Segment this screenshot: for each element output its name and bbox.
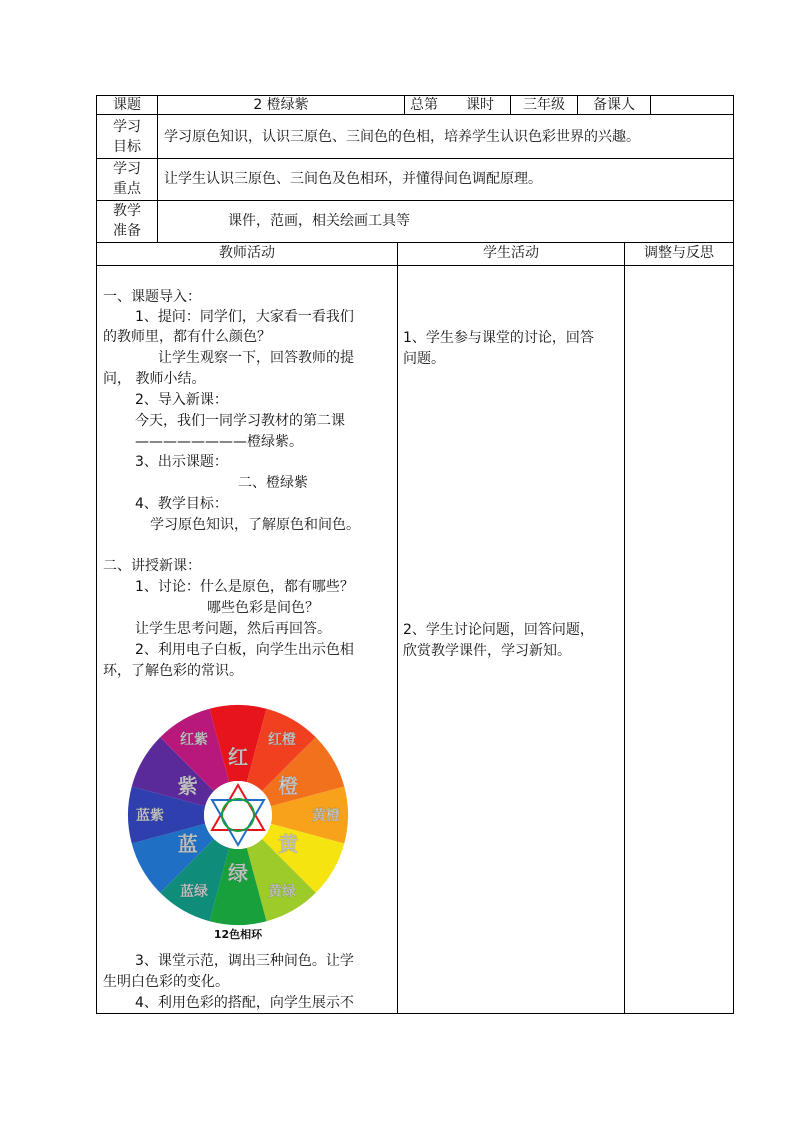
goal-label-2: 目标 bbox=[113, 139, 141, 155]
wheel-label: 橙 bbox=[278, 774, 299, 798]
wheel-center bbox=[204, 781, 272, 849]
wheel-label: 红紫 bbox=[180, 731, 208, 748]
teacher-line: 二、讲授新课： bbox=[103, 558, 201, 574]
wheel-label: 蓝绿 bbox=[180, 884, 208, 901]
key-label-1: 学习 bbox=[113, 161, 141, 177]
prep-label-1: 教学 bbox=[113, 203, 141, 219]
teacher-line: 哪些色彩是间色？ bbox=[207, 600, 319, 616]
student-line: 问题。 bbox=[403, 351, 445, 367]
teacher-line: 的教师里，都有什么颜色？ bbox=[103, 329, 271, 345]
color-wheel bbox=[126, 703, 350, 927]
teacher-line: 一、课题导入： bbox=[103, 289, 201, 305]
lesson-suffix: 课时 bbox=[466, 97, 494, 113]
goal-label-1: 学习 bbox=[113, 119, 141, 135]
teacher-line: 问， 教师小结。 bbox=[103, 371, 206, 387]
teacher-line: 3、课堂示范，调出三种间色。让学 bbox=[135, 953, 354, 969]
teacher-line: 环，了解色彩的常识。 bbox=[103, 663, 243, 679]
total-prefix: 总第 bbox=[410, 97, 438, 113]
teacher-line: 今天，我们一同学习教材的第二课 bbox=[135, 413, 345, 429]
topic-title: 2 橙绿紫 bbox=[253, 97, 309, 113]
goal-text: 学习原色知识，认识三原色、三间色的色相，培养学生认识色彩世界的兴趣。 bbox=[164, 129, 640, 145]
teacher-line: 生明白色彩的变化。 bbox=[103, 974, 229, 990]
teacher-line: 4、利用色彩的搭配，向学生展示不 bbox=[135, 995, 354, 1011]
wheel-label: 红橙 bbox=[268, 731, 296, 748]
key-label-2: 重点 bbox=[113, 181, 141, 197]
wheel-label: 蓝紫 bbox=[136, 808, 164, 824]
topic-label: 课题 bbox=[113, 97, 141, 113]
teacher-line: ————————橙绿紫。 bbox=[135, 434, 303, 450]
wheel-label: 红 bbox=[228, 745, 248, 769]
wheel-label: 蓝 bbox=[177, 832, 198, 856]
preparer-label: 备课人 bbox=[593, 97, 635, 113]
teacher-line: 1、讨论：什么是原色，都有哪些？ bbox=[135, 579, 354, 595]
prep-text: 课件，范画，相关绘画工具等 bbox=[228, 213, 410, 229]
color-wheel-figure bbox=[126, 703, 350, 945]
teacher-line: 2、导入新课： bbox=[135, 392, 228, 408]
student-line: 1、学生参与课堂的讨论，回答 bbox=[403, 330, 594, 346]
teacher-line: 1、提问：同学们，大家看一看我们 bbox=[135, 309, 354, 325]
wheel-label: 黄橙 bbox=[312, 808, 340, 824]
wheel-label: 绿 bbox=[228, 861, 248, 885]
wheel-label: 黄绿 bbox=[268, 884, 296, 901]
teacher-line: 二、橙绿紫 bbox=[238, 475, 308, 491]
col-student: 学生活动 bbox=[483, 245, 539, 261]
prep-label-2: 准备 bbox=[113, 223, 141, 239]
grade-cell: 三年级 bbox=[523, 97, 565, 113]
teacher-line: 4、教学目标： bbox=[135, 496, 228, 512]
col-reflect: 调整与反思 bbox=[644, 245, 714, 261]
teacher-line: 学习原色知识，了解原色和间色。 bbox=[150, 517, 360, 533]
key-text: 让学生认识三原色、三间色及色相环，并懂得间色调配原理。 bbox=[164, 171, 542, 187]
teacher-line: 2、利用电子白板，向学生出示色相 bbox=[135, 642, 354, 658]
wheel-label: 黄 bbox=[278, 832, 299, 856]
wheel-caption: 12色相环 bbox=[213, 928, 263, 941]
student-line: 欣赏教学课件，学习新知。 bbox=[403, 643, 571, 659]
teacher-line: 3、出示课题： bbox=[135, 454, 228, 470]
teacher-line: 让学生观察一下，回答教师的提 bbox=[158, 350, 354, 366]
teacher-line: 让学生思考问题，然后再回答。 bbox=[135, 621, 331, 637]
col-teacher: 教师活动 bbox=[219, 245, 275, 261]
student-line: 2、学生讨论问题，回答问题， bbox=[403, 622, 594, 638]
wheel-label: 紫 bbox=[177, 774, 198, 798]
